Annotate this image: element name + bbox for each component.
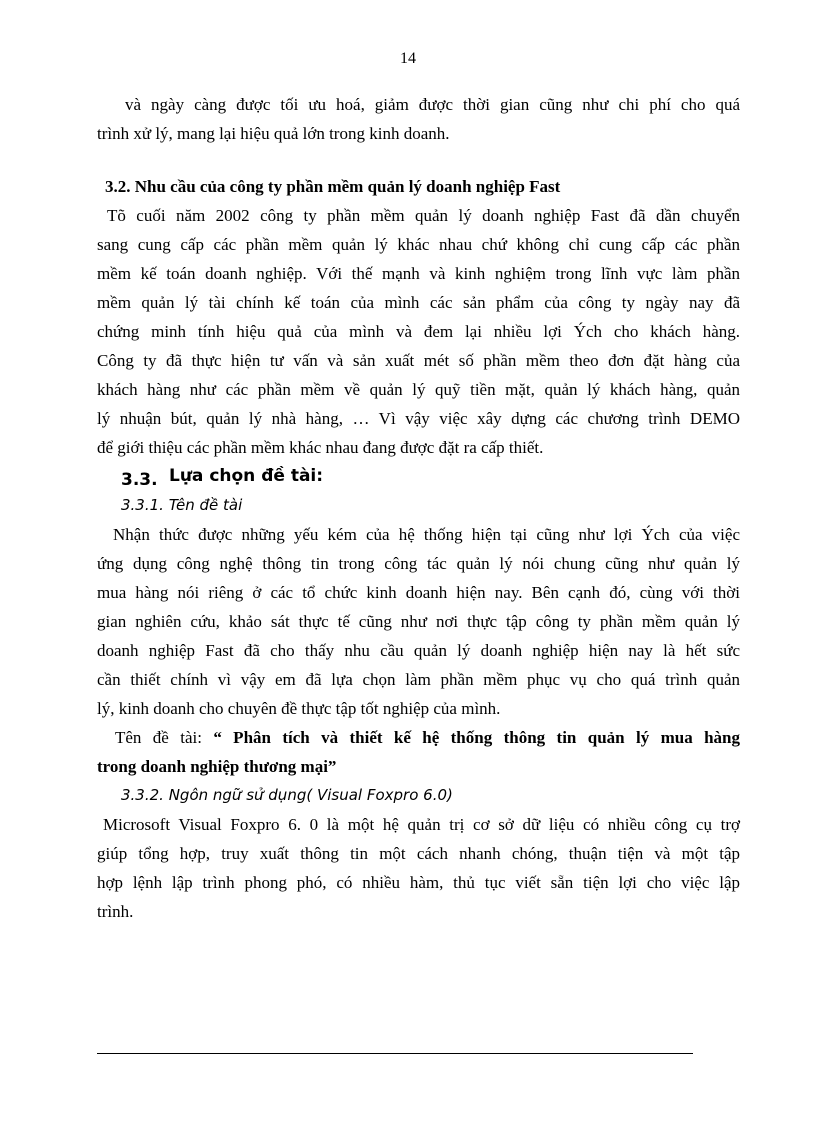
topic-label: Tên đề tài: [115,728,202,747]
section-title: Lựa chọn đề tài: [169,466,324,486]
document-body [97,90,740,926]
text-line: mềm kế toán doanh nghiệp. Với thế mạnh và kinh nghiệm trong lĩnh vực làm phần [97,264,740,283]
text-line: giúp tổng hợp, truy xuất thông tin một cách nhanh chóng, thuận tiện và một tập [97,844,740,863]
text-line: doanh nghiệp Fast đã cho thấy nhu cầu quản lý doanh nghiệp hiện nay là hết sức [97,641,740,660]
text-line: lý nhuận bút, quản lý nhà hàng, … Vì vậy việc xây dựng các chương trình DEMO [97,409,740,428]
text-line: Tõ cuối năm 2002 công ty phần mềm quản lý doanh nghiệp Fast đã dần chuyển [107,206,740,225]
footer-divider [97,1053,693,1054]
topic-line [97,723,740,752]
topic-title: “ Phân tích và thiết kế hệ thống thông tin quản lý mua hàng [213,728,740,747]
text-line: mềm quản lý tài chính kế toán của mình các sản phẩm của công ty ngày nay đã [97,293,740,312]
text-line: và ngày càng được tối ưu hoá, giảm được thời gian cũng như chi phí cho quá [125,95,740,114]
page-number: 14 [400,50,416,67]
text-line: hợp lệnh lập trình phong phó, có nhiều hàm, thủ tục viết sẵn tiện lợi cho việc lập [97,873,740,892]
text-line: để giới thiệu các phần mềm khác nhau đang được đặt ra cấp thiết. [97,438,544,457]
text-line: cần thiết chính vì vậy em đã lựa chọn làm phần mềm phục vụ cho quá trình quản [97,670,740,689]
subsection-heading-3-3-2: 3.3.2. Ngôn ngữ sử dụng( Visual Foxpro 6.0) [121,786,453,804]
text-line: ứng dụng công nghệ thông tin trong công tác quản lý nói chung cũng như quản lý [97,554,740,573]
text-line: mua hàng nói riêng ở các tổ chức kinh doanh hiện nay. Bên cạnh đó, cùng với thời [97,583,740,602]
text-line: lý, kinh doanh cho chuyên đề thực tập tốt nghiệp của mình. [97,699,501,718]
topic-title-continued: trong doanh nghiệp thương mại” [97,757,337,776]
text-line: gian nghiên cứu, khảo sát thực tế cũng như nơi thực tập công ty phần mềm quản lý [97,612,740,631]
section-heading-3-3 [97,462,740,491]
text-line: sang cung cấp các phần mềm quản lý khác nhau chứ không chỉ cung cấp các phần [97,235,740,254]
section-heading-3-2: 3.2. Nhu cầu của công ty phần mềm quản lý doanh nghiệp Fast [105,177,561,196]
text-line: chứng minh tính hiệu quả của mình và đem lại nhiều lợi Ých cho khách hàng. [97,322,740,341]
text-line: trình. [97,902,134,921]
text-line: Công ty đã thực hiện tư vấn và sản xuất mét số phần mềm theo đơn đặt hàng của [97,351,740,370]
text-line: trình xử lý, mang lại hiệu quả lớn trong kinh doanh. [97,124,450,143]
text-line: Nhận thức được những yếu kém của hệ thống hiện tại cũng như lợi Ých của việc [113,525,740,544]
text-line: khách hàng như các phần mềm về quản lý quỹ tiền mặt, quản lý khách hàng, quản [97,380,740,399]
text-line: Microsoft Visual Foxpro 6. 0 là một hệ quản trị cơ sở dữ liệu có nhiều công cụ trợ [103,815,740,834]
section-number: 3.3. [121,470,158,490]
subsection-heading-3-3-1: 3.3.1. Tên đề tài [121,496,243,514]
